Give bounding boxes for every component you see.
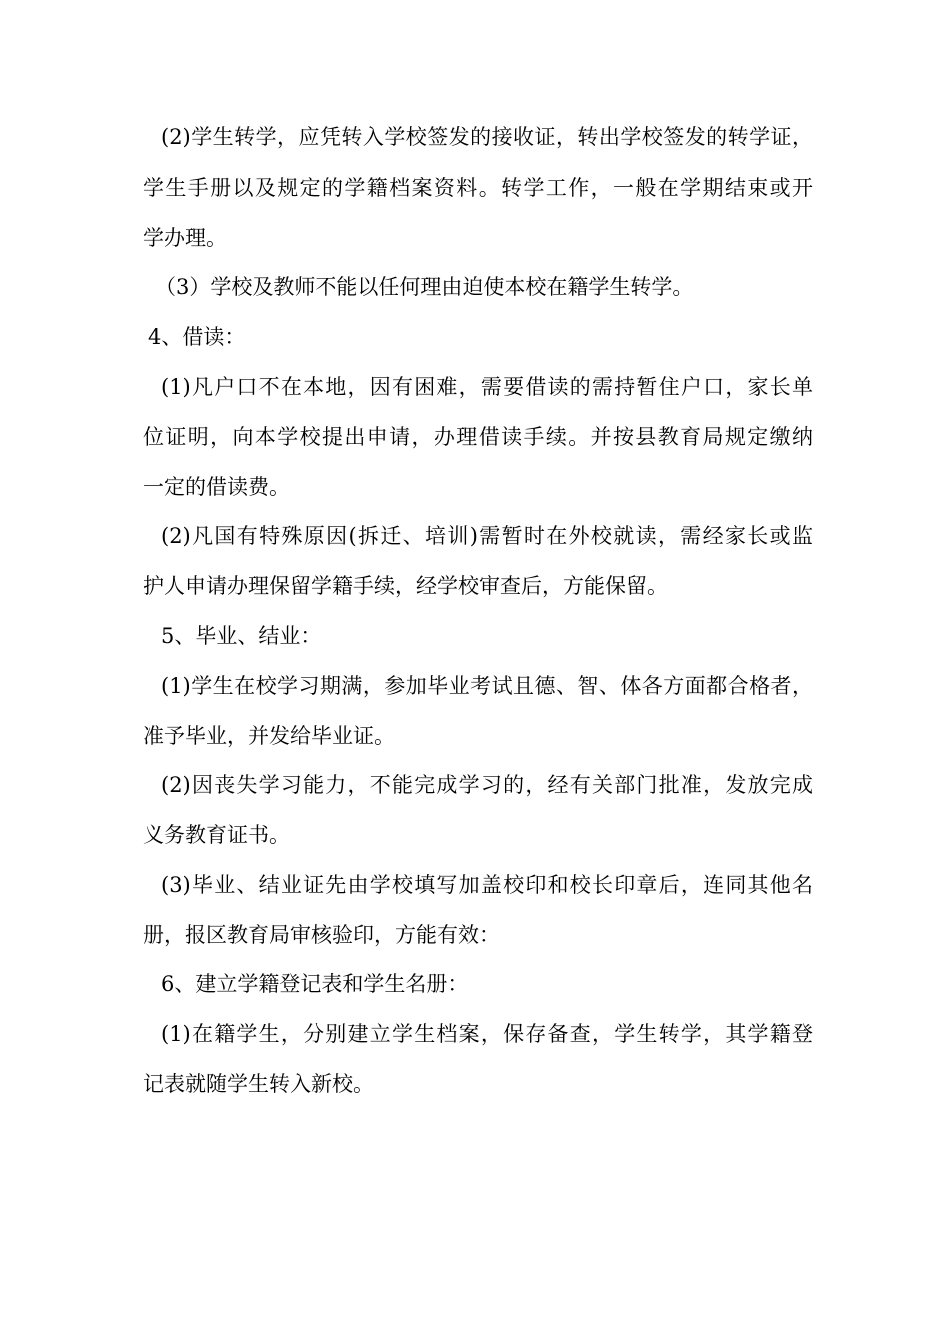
paragraph-line: 义务教育证书。	[143, 823, 290, 847]
paragraph-line: 记表就随学生转入新校。	[143, 1072, 374, 1096]
paragraph-line: (1)学生在校学习期满，参加毕业考试且德、智、体各方面都合格者，	[161, 674, 813, 698]
paragraph-line: 学办理。	[143, 226, 227, 250]
paragraph-line: 位证明，向本学校提出申请，办理借读手续。并按县教育局规定缴纳	[143, 425, 813, 449]
paragraph-line: （3）学校及教师不能以任何理由迫使本校在籍学生转学。	[155, 275, 694, 299]
paragraph-line: (1)凡户口不在本地，因有困难，需要借读的需持暂住户口，家长单	[161, 375, 813, 399]
paragraph-line: (2)因丧失学习能力，不能完成学习的，经有关部门批准，发放完成	[161, 773, 813, 797]
section-heading: 6、建立学籍登记表和学生名册：	[161, 972, 469, 996]
section-heading: 5、毕业、结业：	[161, 624, 322, 648]
paragraph-line: 护人申请办理保留学籍手续，经学校审查后，方能保留。	[143, 574, 668, 598]
paragraph-line: 一定的借读费。	[143, 475, 290, 499]
paragraph-line: (3)毕业、结业证先由学校填写加盖校印和校长印章后，连同其他名	[161, 873, 813, 897]
paragraph-line: 学生手册以及规定的学籍档案资料。转学工作，一般在学期结束或开	[143, 176, 813, 200]
paragraph-line: (2)学生转学，应凭转入学校签发的接收证，转出学校签发的转学证，	[161, 125, 813, 149]
paragraph-line: (2)凡国有特殊原因(拆迁、培训)需暂时在外校就读，需经家长或监	[161, 524, 813, 548]
paragraph-line: 准予毕业，并发给毕业证。	[143, 724, 395, 748]
section-heading: 4、借读：	[148, 325, 246, 349]
paragraph-line: (1)在籍学生，分别建立学生档案，保存备查，学生转学，其学籍登	[161, 1022, 813, 1046]
paragraph-line: 册，报区教育局审核验印，方能有效：	[143, 923, 500, 947]
